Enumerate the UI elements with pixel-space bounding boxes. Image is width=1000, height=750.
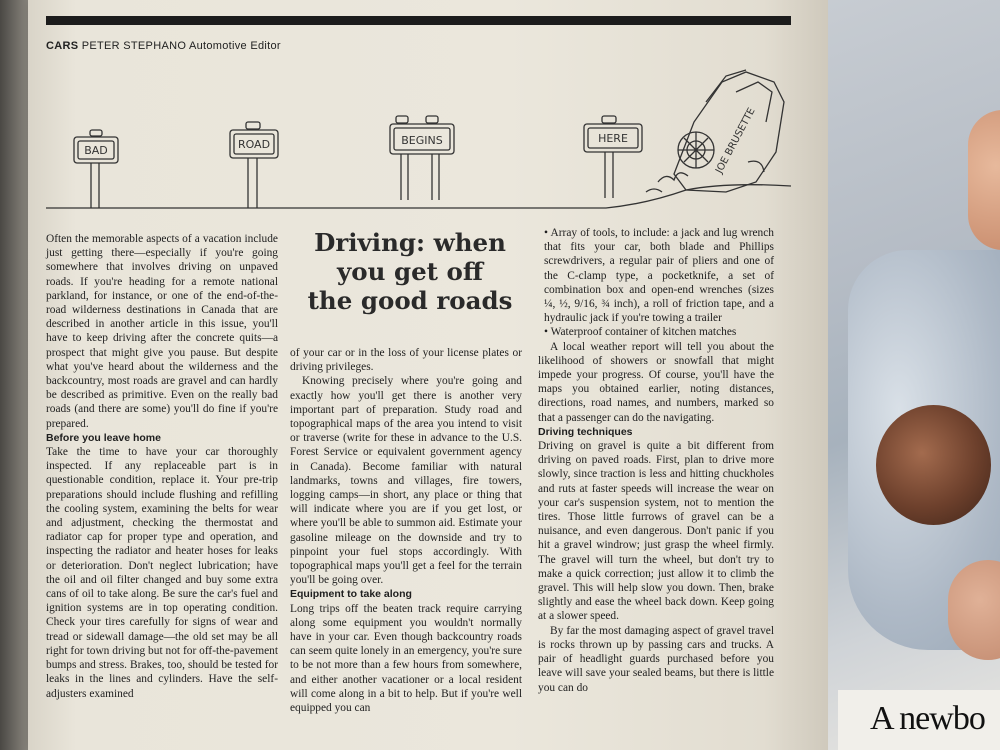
baby-head bbox=[876, 405, 991, 525]
adult-arm bbox=[948, 560, 1000, 660]
matches-bullet: • Waterproof container of kitchen matches bbox=[544, 326, 737, 339]
sign-text-bad: BAD bbox=[84, 144, 108, 157]
sign-text-begins: BEGINS bbox=[401, 134, 443, 147]
article-title bbox=[292, 228, 528, 315]
column-3 bbox=[538, 226, 774, 695]
column-2 bbox=[290, 346, 522, 715]
facing-page-photo bbox=[828, 0, 1000, 750]
sign-here bbox=[584, 116, 642, 198]
car-lettering: JOE BRUSETTE bbox=[713, 106, 758, 176]
title-line-3: the good roads bbox=[307, 286, 513, 315]
body-paragraph: Take the time to have your car thoroughly inspected. If any replaceable part is in questionable condition, replace it. Your pre-trip preparations should include flushing and refilling the cooling system, examining the belts for wear and adjustment, checking the thermostat and radiator cap for proper type and operation, and inspecting the radiator and heater hoses for leaks or deterioration. Don't neglect lubrication; have the oil and oil filter changed and buy some extra cans of oil to take along. Be sure the car's fuel and ignition systems are in top operating condition. Check your tires carefully for signs of wear and tread or sidewall damage—the old set may be all right for town driving but not for off-the-pavement bumps and stress. Brakes, too, should be tested for leaks in the lines and cylinders. Have the self-adjusters examined bbox=[46, 446, 278, 700]
sign-road bbox=[230, 122, 278, 208]
tools-bullet: • Array of tools, to include: a jack and lug wrench that fits your car, both blade and Phillips screwdrivers, a regular pair of pliers and one of the C-clamp type, a pocketknife, a set of combination box and open-end wrenches (sizes ¼, ½, 9/16, ¾ inch), a roll of friction tape, and a hydraulic jack if you're towing a trailer bbox=[544, 227, 774, 325]
heading-before-you-leave: Before you leave home bbox=[46, 431, 161, 444]
page-edge-shadow bbox=[0, 0, 28, 750]
tipped-car bbox=[646, 70, 784, 192]
sign-text-here: HERE bbox=[598, 132, 628, 145]
continued-paragraph: of your car or in the loss of your license plates or driving privileges. bbox=[290, 347, 522, 374]
adult-hand bbox=[968, 110, 1000, 250]
weather-paragraph: A local weather report will tell you about the likelihood of showers or snowfall that might impede your progress. Of course, you'll have the maps you obtained earlier, noting distances, directions, road names, and numbers, marked so that a passenger can do the navigating. bbox=[538, 340, 774, 424]
sign-text-road: ROAD bbox=[237, 138, 271, 151]
author-role: Automotive Editor bbox=[188, 40, 281, 52]
equipment-paragraph: Long trips off the beaten track require carrying along some equipment you wouldn't normally have in your car. Even though backcountry roads can seem quite lonely in an emergency, you're sure to be not more than a few hours from somewhere, and either another vacationer or a local resident will come along in a bit to help. But if you're well equipped you can bbox=[290, 602, 522, 715]
section-name: CARS bbox=[46, 40, 79, 52]
heading-equipment: Equipment to take along bbox=[290, 588, 412, 601]
heading-driving-techniques: Driving techniques bbox=[538, 425, 633, 438]
title-line-1: Driving: when bbox=[314, 228, 506, 257]
facing-headline: A newbo bbox=[870, 700, 985, 737]
column-1 bbox=[46, 232, 278, 701]
author-name: PETER STEPHANO bbox=[81, 40, 187, 52]
title-line-2: you get off bbox=[337, 257, 483, 286]
section-header bbox=[46, 40, 281, 52]
sign-bad bbox=[74, 130, 118, 208]
rocks-paragraph: By far the most damaging aspect of gravel travel is rocks thrown up by passing cars and trucks. A pair of headlight guards purchased before you leave will save your sealed beams, but there is little you can do bbox=[538, 624, 774, 694]
gravel-paragraph: Driving on gravel is quite a bit different from driving on paved roads. First, plan to drive more slowly, since traction is less and hitting chuckholes and ruts at faster speeds will increase the wear on your car's suspension system, not to mention the tires. Those little furrows of gravel can be a nuisance, and even dangerous. Don't panic if you hit a gravel windrow; just grasp the wheel firmly. The gravel will turn the wheel, but don't try to make a quick correction; just allow it to climb the gravel. This will help slow you down. Then, brake slightly and ease the wheel back down. Keep going at a slower speed. bbox=[538, 440, 774, 623]
intro-paragraph: Often the memorable aspects of a vacation include just getting there—especially if you're going somewhere that involves driving on unpaved roads. If you're heading for a remote national parkland, for instance, or one of the end-of-the-road wilderness destinations in Canada that are described in another article in this issue, you'll have to keep driving after the concrete quits—a prospect that might give you pause. But despite what you've heard about the wilderness and the backcountry, most roads are gravel and can hardly be described as primitive. Even on the really bad roads (and there are some) you'll do fine if you're prepared. bbox=[46, 233, 278, 430]
top-rule bbox=[46, 16, 791, 25]
road-signs-illustration bbox=[46, 62, 791, 212]
maps-paragraph: Knowing precisely where you're going and exactly how you'll get there is another very important part of preparation. Study road and topographical maps of the area you intend to visit or traverse (write for these in advance to the U.S. Forest Service or equivalent government agency in Canada). Become familiar with natural landmarks, towns and villages, fire towers, logging camps—in short, any place or thing that will indicate where you are if you get lost, or where you'll be able to summon aid. Estimate your gasoline mileage on the downside and try to pinpoint your fuel stops accordingly. With topographical maps you'll get a feel for the terrain you'll be going over. bbox=[290, 375, 522, 587]
sign-begins bbox=[390, 116, 454, 200]
